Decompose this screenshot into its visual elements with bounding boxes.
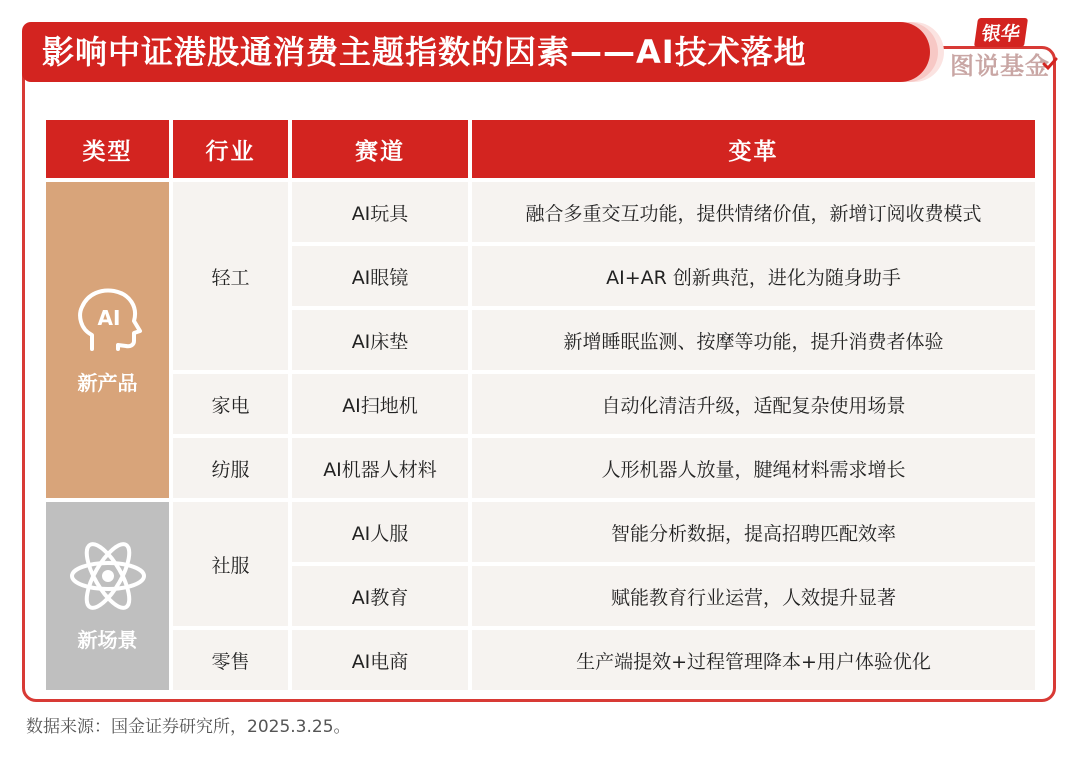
table-row: [46, 438, 1035, 498]
header-industry: 行业: [173, 120, 288, 178]
logo-subtitle: 图说基金: [950, 52, 1050, 80]
change-cell: AI+AR 创新典范，进化为随身助手: [472, 246, 1035, 306]
change-cell: 自动化清洁升级，适配复杂使用场景: [472, 374, 1035, 434]
table-header-row: [46, 120, 1035, 178]
atom-icon: [68, 540, 148, 612]
industry-cell: 家电: [173, 374, 288, 434]
factor-table: [42, 116, 1039, 694]
industry-cell: 纺服: [173, 438, 288, 498]
track-cell: AI眼镜: [292, 246, 468, 306]
change-cell: 赋能教育行业运营，人效提升显著: [472, 566, 1035, 626]
type-cell-new-product: [46, 182, 169, 498]
change-cell: 智能分析数据，提高招聘匹配效率: [472, 502, 1035, 562]
change-cell: 生产端提效+过程管理降本+用户体验优化: [472, 630, 1035, 690]
track-cell: AI玩具: [292, 182, 468, 242]
industry-cell: 社服: [173, 502, 288, 626]
logo-brand-name: 银华: [974, 18, 1028, 47]
change-cell: 新增睡眠监测、按摩等功能，提升消费者体验: [472, 310, 1035, 370]
table-row: [46, 182, 1035, 242]
type-label: 新产品: [77, 370, 138, 395]
svg-text:AI: AI: [97, 305, 120, 330]
table-row: [46, 630, 1035, 690]
track-cell: AI教育: [292, 566, 468, 626]
change-cell: 融合多重交互功能，提供情绪价值，新增订阅收费模式: [472, 182, 1035, 242]
track-cell: AI床垫: [292, 310, 468, 370]
industry-cell: 轻工: [173, 182, 288, 370]
change-cell: 人形机器人放量，腱绳材料需求增长: [472, 438, 1035, 498]
track-cell: AI机器人材料: [292, 438, 468, 498]
page-title: 影响中证港股通消费主题指数的因素——AI技术落地: [42, 33, 807, 71]
type-cell-new-scene: [46, 502, 169, 690]
table-row: [46, 374, 1035, 434]
header-type: 类型: [46, 120, 169, 178]
track-cell: AI电商: [292, 630, 468, 690]
ai-head-icon: [72, 285, 144, 355]
header-change: 变革: [472, 120, 1035, 178]
type-label: 新场景: [77, 627, 138, 652]
industry-cell: 零售: [173, 630, 288, 690]
track-cell: AI扫地机: [292, 374, 468, 434]
brand-logo: [948, 16, 1066, 86]
track-cell: AI人服: [292, 502, 468, 562]
data-source-note: 数据来源：国金证券研究所，2025.3.25。: [26, 717, 351, 737]
table-row: [46, 502, 1035, 562]
check-icon: [1042, 56, 1058, 72]
header-track: 赛道: [292, 120, 468, 178]
